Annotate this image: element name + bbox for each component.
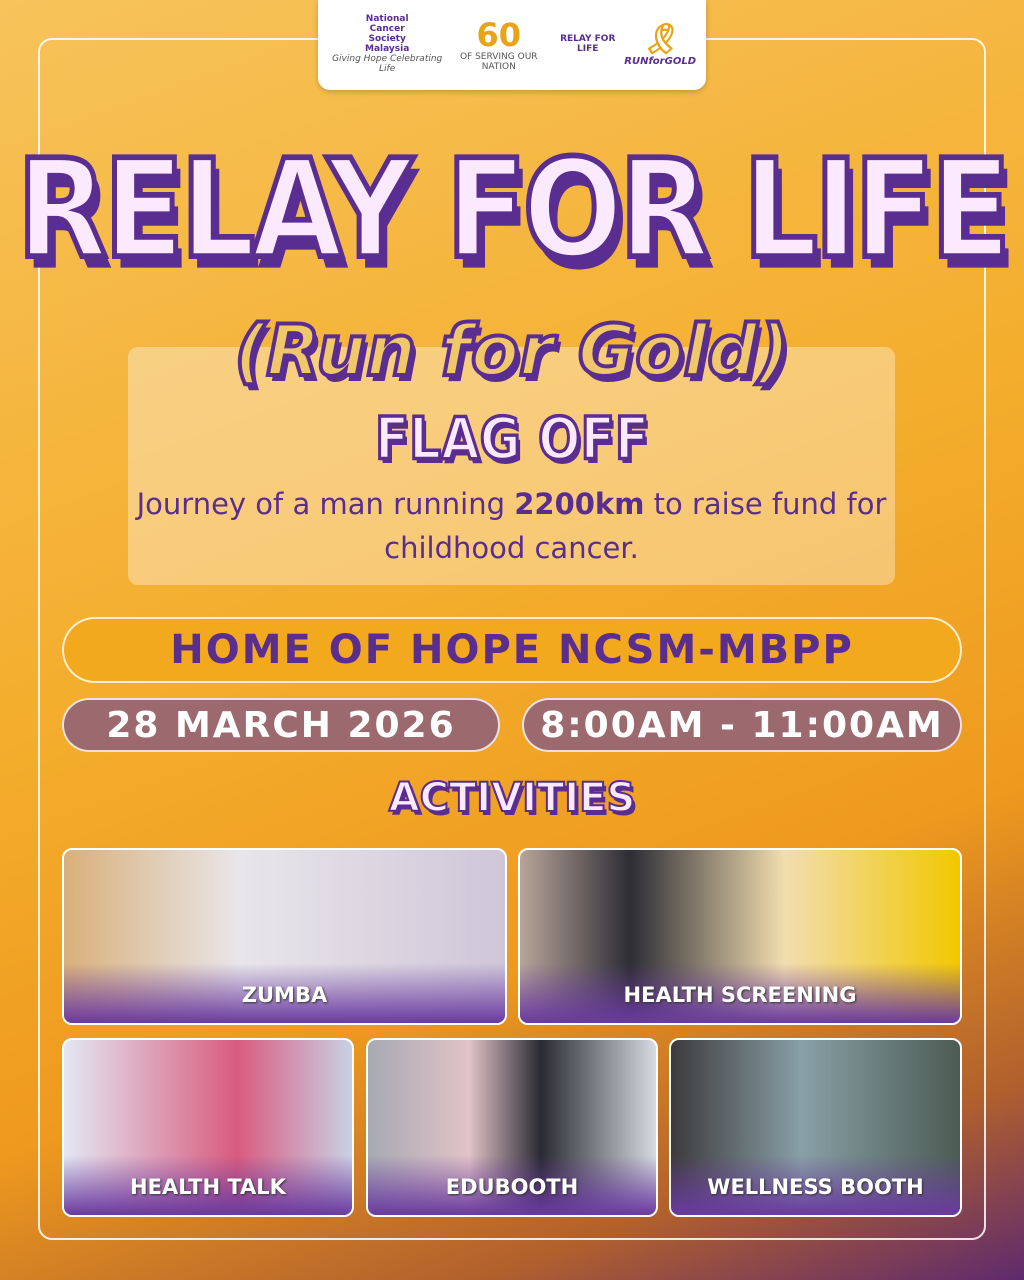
activity-edubooth: EDUBOOTH [366, 1038, 658, 1217]
relay-logo: RELAY FOR LIFE [560, 34, 616, 54]
ncsm-logo: National Cancer Society Malaysia Giving Hope Celebrating Life [332, 14, 443, 74]
activity-zumba: ZUMBA [62, 848, 507, 1025]
description: Journey of a man running 2200km to raise fund for childhood cancer. [136, 487, 887, 565]
subtitle: (Run for Gold) [234, 310, 790, 392]
runforgold-logo: 🎗 RUNforGOLD [624, 22, 696, 67]
sponsor-logos [318, 0, 706, 90]
activities-heading: ACTIVITIES [388, 775, 636, 821]
date-pill: 28 MARCH 2026 [62, 698, 500, 752]
activity-wellness-booth: WELLNESS BOOTH [669, 1038, 962, 1217]
time-pill: 8:00AM - 11:00AM [522, 698, 962, 752]
venue-pill: HOME OF HOPE NCSM-MBPP [62, 617, 962, 683]
flag-off-heading: FLAG OFF [375, 405, 649, 473]
main-title: RELAY FOR LIFE [16, 129, 1008, 289]
sixty-years-logo: 60 OF SERVING OUR NATION [459, 15, 538, 72]
activity-health-screening: HEALTH SCREENING [518, 848, 962, 1025]
activity-health-talk: HEALTH TALK [62, 1038, 354, 1217]
